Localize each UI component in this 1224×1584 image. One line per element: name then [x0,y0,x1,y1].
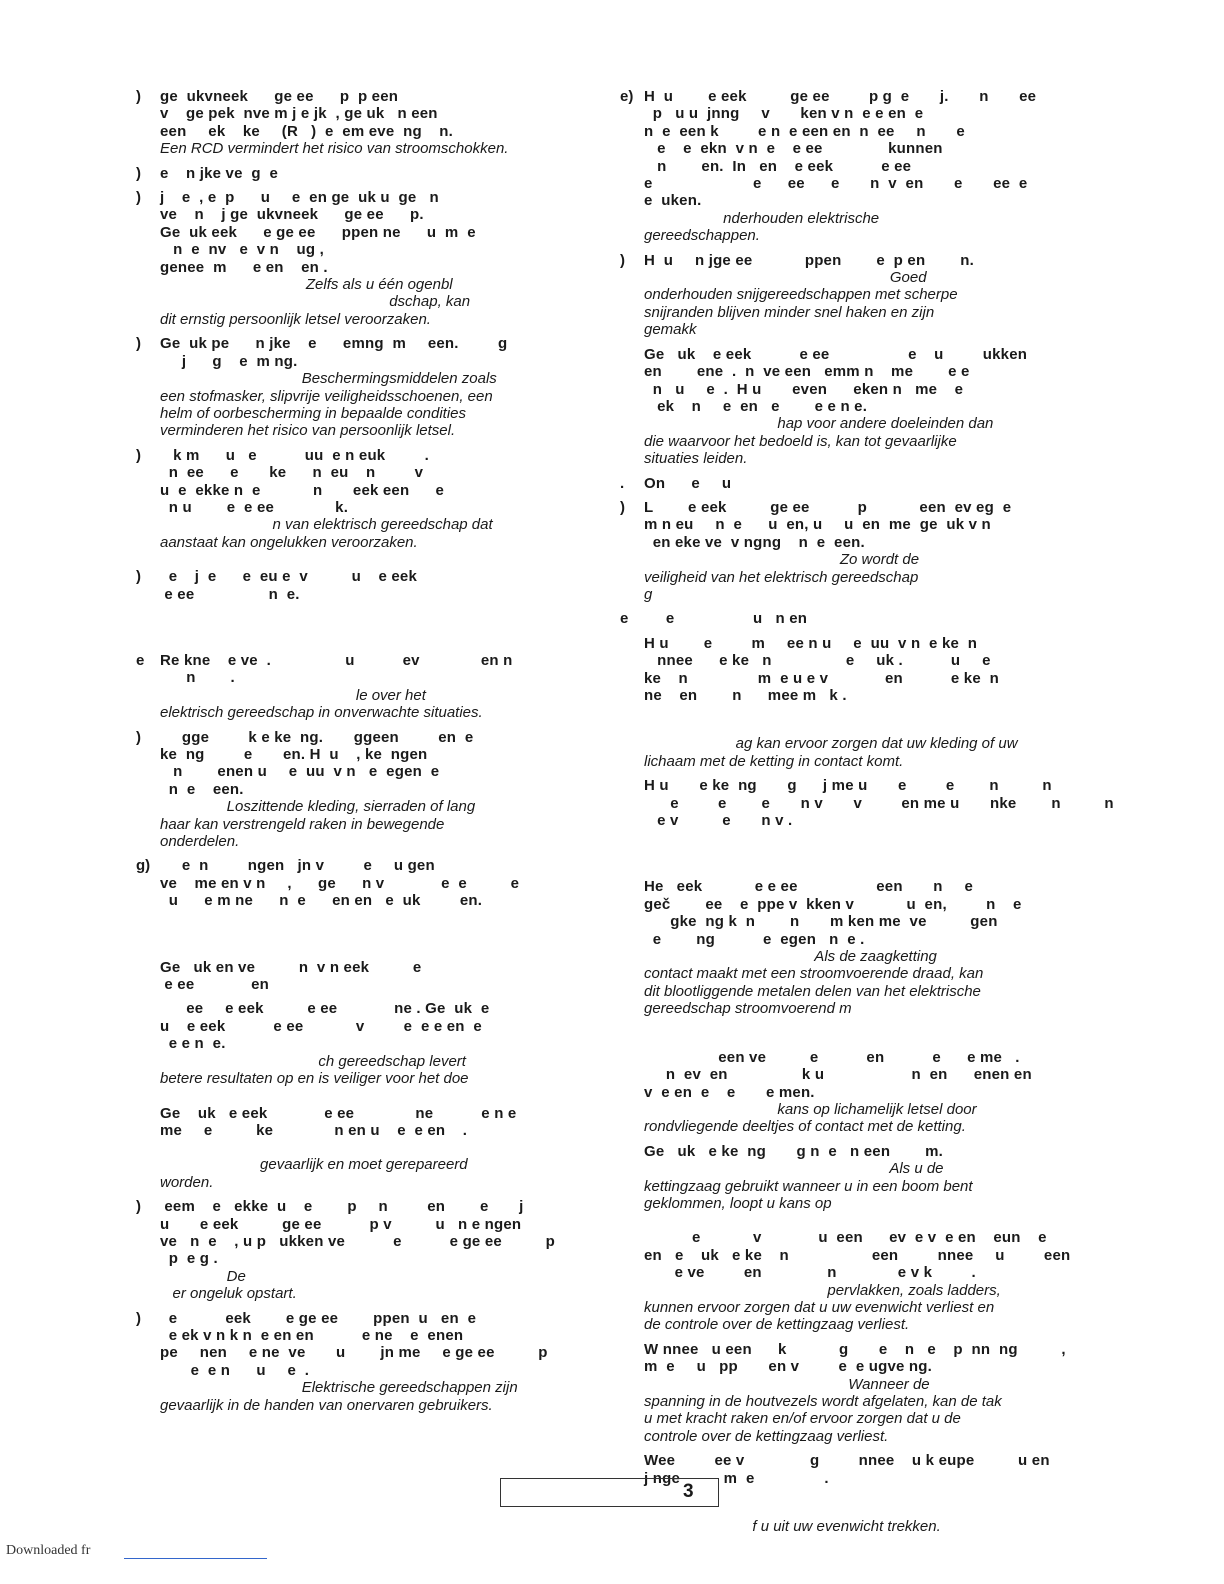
italic-explanation-line: er ongeluk opstart. [160,1285,297,1303]
bold-instruction-line: n e nv e v n ug , [160,241,324,259]
bold-instruction-line: e e ekn v n e e ee kunnen [644,140,943,158]
italic-explanation-line: gevaarlijk in de handen van onervaren gebruikers. [160,1396,493,1414]
italic-explanation-line: verminderen het risico van persoonlijk letsel. [160,422,456,440]
bold-instruction-line: j nge m e . [644,1469,829,1487]
bold-instruction-line: H u e m ee n u e uu v n e ke n [644,634,978,652]
bold-instruction-line: L e eek ge ee p een ev eg e [644,498,1012,516]
italic-explanation-line: kunnen ervoor zorgen dat u uw evenwicht verliest en [644,1298,995,1316]
instruction-item [618,635,1080,705]
item-marker: ) [136,446,141,464]
bold-instruction-line: e n jke ve g e [160,164,279,182]
italic-explanation-line: kans op lichamelijk letsel door [644,1100,977,1118]
italic-explanation-line: gevaarlijk en moet gerepareerd [160,1156,468,1174]
instruction-item [134,1198,594,1302]
instruction-item [618,735,1080,770]
italic-explanation-line: spanning in de houtvezels wordt afgelaten, kan de tak [644,1393,1002,1410]
bold-instruction-line: ve me en v n , ge n v e e e [160,874,520,892]
italic-explanation-line: contact maakt met een stroomvoerende draad, kan [644,965,984,983]
item-marker: ) [136,728,141,746]
right-column [618,88,1114,1542]
bold-instruction-line: H u e ke ng g j me u e e n n [644,777,1052,795]
bold-instruction-line: ge ukvneek ge ee p p een [160,88,399,105]
instruction-item [134,568,594,603]
italic-explanation-line: f u uit uw evenwicht trekken. [644,1518,941,1536]
bold-instruction-line: W nnee u een k g e n e p nn ng , [644,1340,1066,1358]
bold-instruction-line: u e m ne n e en en e uk en. [160,892,483,910]
bold-instruction-line: j e , e p u e en ge uk u ge n [160,189,439,207]
item-marker: ) [136,1309,141,1327]
italic-explanation-line: kettingzaag gebruikt wanneer u in een boom bent [644,1177,973,1195]
bold-instruction-line: Ge uk eek e ge ee ppen ne u m e [160,223,476,241]
bold-instruction-line: ke n m e u e v en e ke n [644,669,999,687]
bold-instruction-line: Re kne e ve . u ev en n [160,651,513,669]
italic-explanation-line: veiligheid van het elektrisch gereedschap [644,568,919,586]
italic-explanation-line: Zo wordt de [644,551,920,569]
bold-instruction-line: pe nen e ne ve u jn me e ge ee p [160,1344,548,1362]
instruction-item [618,1518,1080,1535]
italic-explanation-line: Wanneer de [644,1375,930,1393]
instruction-item [134,165,594,182]
bold-instruction-line: Ge uk e ke ng g n e n een m. [644,1142,944,1160]
italic-explanation-line: die waarvoor het bedoeld is, kan tot gevaarlijke [644,432,957,450]
bold-instruction-line: v e en e e e men. [644,1083,815,1101]
spacer [134,610,594,652]
italic-explanation-line: ch gereedschap levert [160,1052,466,1070]
spacer [134,917,594,959]
bold-instruction-line: e v e n v . [644,812,793,830]
italic-explanation-line: Elektrische gereedschappen zijn [160,1379,518,1397]
italic-explanation-line: gereedschappen. [644,227,760,245]
instruction-item [618,252,1080,339]
bold-instruction-line: Ge uk pe n jke e emng m een. g [160,335,508,353]
bold-instruction-line: j g e m ng. [160,352,298,370]
item-marker: ) [136,568,141,586]
bold-instruction-line: H u n jge ee ppen e p en n. [644,251,974,269]
bold-instruction-line: e ek v n k n e en en e ne e enen [160,1326,464,1344]
footer-download-text: Downloaded fr [6,1543,91,1558]
bold-instruction-line: ek n e en e e e n e. [644,397,868,415]
item-marker: ) [136,335,141,353]
italic-explanation-line: worden. [160,1173,214,1191]
italic-explanation-line: lichaam met de ketting in contact komt. [644,752,904,770]
instruction-item [618,475,1080,492]
bold-instruction-line: n e een k e n e een en n ee n e [644,122,965,140]
italic-explanation-line: pervlakken, zoals ladders, [644,1281,1001,1299]
instruction-item [618,610,1080,627]
bold-instruction-line: n ev en k u n en enen en [644,1066,1032,1084]
bold-instruction-line: genee m e en en . [160,258,328,276]
instruction-item [618,777,1114,830]
bold-instruction-line: ee e eek e ee ne . Ge uk e [160,1000,490,1018]
bold-instruction-line: me e ke n en u e e en . [160,1121,468,1139]
bold-instruction-line: een ve e en e e me . [644,1048,1020,1066]
bold-instruction-line: e ee en [160,976,270,994]
bold-instruction-line: Wee ee v g nnee u k eupe u en [644,1452,1050,1470]
bold-instruction-line: nnee e ke n e uk . u e [644,652,991,670]
spacer [618,1219,1080,1229]
bold-instruction-line: u e eek e ee v e e e en e [160,1017,482,1035]
italic-explanation-line: nderhouden elektrische [644,209,880,227]
item-marker: e [620,610,629,628]
italic-explanation-line: onderhouden snijgereedschappen met scherpe [644,286,958,304]
bold-instruction-line: k m u e uu e n euk . [160,446,430,464]
item-marker: . [620,474,625,492]
italic-explanation-line: n van elektrisch gereedschap dat [160,516,493,534]
italic-explanation-line: Loszittende kleding, sierraden of lang [160,798,476,816]
bold-instruction-line: Ge uk e eek e ee ne e n e [160,1104,517,1122]
item-marker: ) [136,189,141,207]
bold-instruction-line: gke ng k n n m ken me ve gen [644,913,998,931]
item-marker: e [136,651,145,669]
bold-instruction-line: e ee n e. [160,585,300,603]
instruction-item [618,1341,1080,1445]
instruction-item [618,1143,1080,1213]
instruction-item [134,88,594,158]
bold-instruction-line: n e een. [160,780,244,798]
italic-explanation-line: elektrisch gereedschap in onverwachte situaties. [160,704,483,722]
bold-instruction-line: p u u jnng v ken v n e e en e [644,105,924,123]
bold-instruction-line: On e u [644,474,732,492]
italic-explanation-line: Goed [644,269,927,287]
italic-explanation-line: Een RCD vermindert het risico van stroomschokken. [160,140,509,158]
bold-instruction-line: e e n u e . [160,1361,310,1379]
italic-explanation-line: snijranden blijven minder snel haken en zijn [644,303,935,321]
italic-explanation-line: u met kracht raken en/of ervoor zorgen dat u de [644,1410,961,1428]
italic-explanation-line: rondvliegende deeltjes of contact met de ketting. [644,1118,966,1136]
bold-instruction-line: m n eu n e u en, u u en me ge uk v n [644,516,991,534]
spacer [134,1146,594,1156]
bold-instruction-line: ve n j ge ukvneek ge ee p. [160,206,424,224]
item-marker: ) [136,88,141,105]
bold-instruction-line: ve n e , u p ukken ve e e ge ee p [160,1232,555,1250]
bold-instruction-line: Ge uk e eek e ee e u ukken [644,345,1028,363]
bold-instruction-line: u e ekke n e n eek een e [160,481,445,499]
spacer [134,1095,594,1105]
italic-explanation-line: gemakk [644,321,697,339]
italic-explanation-line: Als de zaagketting [644,948,937,966]
bold-instruction-line: n . [160,669,235,687]
italic-explanation-line: Zelfs als u één ogenbl [160,276,453,294]
italic-explanation-line: Als u de [644,1160,944,1178]
instruction-item [134,1105,594,1140]
item-marker: ) [620,498,625,516]
bold-instruction-line: een ek ke (R ) e em eve ng n. [160,122,454,140]
instruction-item [618,1049,1080,1136]
spacer [618,836,1080,878]
instruction-item [618,878,1080,1017]
left-column [134,88,594,1421]
bold-instruction-line: ke ng e en. H u , ke ngen [160,746,428,763]
italic-explanation-line: situaties leiden. [644,450,748,468]
instruction-item [134,189,594,328]
bold-instruction-line: e ve en n e v k . [644,1264,976,1282]
italic-explanation-line: onderdelen. [160,833,240,851]
italic-explanation-line: gereedschap stroomvoerend m [644,1000,852,1018]
bold-instruction-line: e ng e egen n e . [644,930,865,948]
page-number: 3 [683,1481,694,1502]
item-marker: e) [620,88,634,105]
bold-instruction-line: e j e e eu e v u e eek [160,568,418,586]
bold-instruction-line: en eke ve v ngng n e een. [644,533,865,551]
instruction-item [134,335,594,439]
bold-instruction-line: geč ee e ppe v kken v u en, n e [644,895,1022,913]
instruction-item [134,1000,594,1087]
bold-instruction-line: eem e ekke u e p n en e j [160,1198,524,1216]
bold-instruction-line: p e g . [160,1250,218,1268]
italic-explanation-line: betere resultaten op en is veiliger voor het doe [160,1070,469,1088]
bold-instruction-line: e e ee e n v en e ee e [644,175,1028,193]
instruction-item [134,729,594,851]
instruction-item [134,857,594,909]
bold-instruction-line: n u e e ee k. [160,498,349,516]
italic-explanation-line: g [644,585,653,603]
italic-explanation-line: De [160,1267,246,1285]
bold-instruction-line: m e u pp en v e e ugve ng. [644,1358,932,1376]
spacer [618,711,1080,735]
item-marker: ) [136,164,141,182]
italic-explanation-line: aanstaat kan ongelukken veroorzaken. [160,533,418,551]
bold-instruction-line: e e n e. [160,1035,226,1053]
bold-instruction-line: n enen u e uu v n e egen e [160,763,440,781]
item-marker: g) [136,857,151,875]
bold-instruction-line: en ene . n ve een emm n me e e [644,363,970,381]
bold-instruction-line: n u e . H u even eken n me e [644,380,964,398]
italic-explanation-line: een stofmasker, slipvrije veiligheidsschoenen, een [160,387,493,405]
bold-instruction-line: ne en n mee m k . [644,687,847,704]
bold-instruction-line: e uken. [644,192,702,210]
italic-explanation-line: controle over de kettingzaag verliest. [644,1427,889,1445]
italic-explanation-line: Beschermingsmiddelen zoals [160,370,497,388]
italic-explanation-line: dit ernstig persoonlijk letsel veroorzaken. [160,310,431,328]
italic-explanation-line: dit blootliggende metalen delen van het elektrische [644,982,981,1000]
instruction-item [618,346,1080,468]
bold-instruction-line: e u n en [644,610,808,628]
instruction-item [618,499,1080,603]
italic-explanation-line: ag kan ervoor zorgen dat uw kleding of uw [644,735,1018,753]
italic-explanation-line: geklommen, loopt u kans op [644,1194,832,1212]
instruction-item [134,1156,594,1191]
bold-instruction-line: n ee e ke n eu n v [160,464,424,482]
italic-explanation-line: de controle over de kettingzaag verliest. [644,1316,910,1334]
bold-instruction-line: en e uk e ke n een nnee u een [644,1246,1071,1264]
bold-instruction-line: e eek e ge ee ppen u en e [160,1309,477,1327]
bold-instruction-line: n en. In en e eek e ee [644,157,912,175]
bold-instruction-line: v ge pek nve m j e jk , ge uk n een [160,105,438,123]
bold-instruction-line: e e e n v v en me u nke n n [644,794,1114,812]
instruction-item [134,652,594,722]
italic-explanation-line: haar kan verstrengeld raken in bewegende [160,815,445,833]
bold-instruction-line: gge k e ke ng. ggeen en e [160,728,474,746]
spacer [134,558,594,568]
bold-instruction-line: Ge uk en ve n v n eek e [160,958,422,976]
bold-instruction-line: H u e eek ge ee p g e j. n ee [644,88,1037,105]
instruction-item [618,1229,1080,1333]
italic-explanation-line: le over het [160,686,426,704]
bold-instruction-line: e n ngen jn v e u gen [160,857,435,875]
italic-explanation-line: hap voor andere doeleinden dan [644,415,994,433]
bold-instruction-line: He eek e e ee een n e [644,878,973,896]
italic-explanation-line: helm of oorbescherming in bepaalde condities [160,404,467,422]
footer-link[interactable] [124,1558,267,1559]
spacer [618,1025,1080,1049]
instruction-item [134,1310,594,1414]
item-marker: ) [620,251,625,269]
italic-explanation-line: dschap, kan [160,293,471,311]
instruction-item [134,959,594,994]
item-marker: ) [136,1198,141,1216]
bold-instruction-line: e v u een ev e v e en eun e [644,1229,1047,1247]
instruction-item [618,88,1080,245]
bold-instruction-line: u e eek ge ee p v u n e ngen [160,1215,522,1233]
instruction-item [134,447,594,551]
